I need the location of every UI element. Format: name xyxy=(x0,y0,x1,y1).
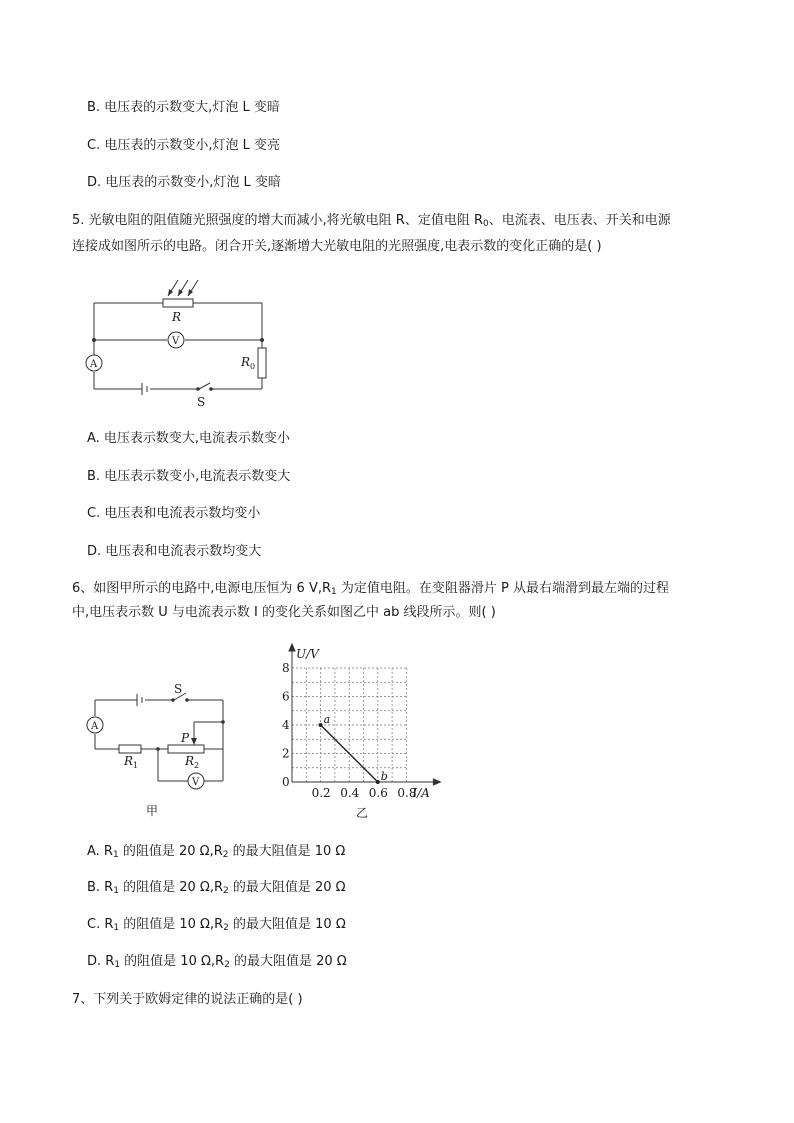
q4-option-c: C. 电压表的示数变小,灯泡 L 变亮 xyxy=(87,138,280,153)
q6-option-a: A. $R_1$ 的阻值是 20 $\Omega,R_2$ 的最大阻值是 10 Ω xyxy=(87,844,346,860)
q4-option-b: B. 电压表的示数变大,灯泡 L 变暗 xyxy=(87,100,280,115)
ammeter-label: A xyxy=(91,721,99,732)
x-tick-label: 0.6 xyxy=(368,786,388,800)
x-tick-label: 0.8 xyxy=(397,786,417,800)
x-tick-label: 0.4 xyxy=(340,786,360,800)
y-tick-label: 4 xyxy=(282,718,290,732)
q5-option-c: C. 电压表和电流表示数均变小 xyxy=(87,506,261,521)
y-tick-label: 2 xyxy=(282,746,290,761)
label-r1: $R_1$ xyxy=(124,754,139,770)
q5-stem-line1: 5. 光敏电阻的阻值随光照强度的增大而减小,将光敏电阻 R、定值电阻 $R_0$、电流表、电压表、开关和电源 xyxy=(72,213,671,229)
voltmeter-label: V xyxy=(192,777,200,788)
caption-jia: 甲 xyxy=(146,804,159,818)
q6-stem-line2: 中,电压表示数 U 与电流表示数 I 的变化关系如图乙中 ab 线段所示。则( ) xyxy=(72,605,496,620)
label-r0: $R_0$ xyxy=(241,355,256,371)
label-s: S xyxy=(174,682,183,696)
label-p: P xyxy=(181,731,190,745)
y-tick-label: 0 xyxy=(282,775,290,789)
x-axis-label: I/A xyxy=(412,786,430,800)
point-b xyxy=(376,780,380,784)
label-r2: $R_2$ xyxy=(185,754,200,770)
q6-option-c: C. $R_1$ 的阻值是 10 $\Omega,R_2$ 的最大阻值是 10 Ω xyxy=(87,917,346,933)
q5-stem-line2: 连接成如图所示的电路。闭合开关,逐渐增大光敏电阻的光照强度,电表示数的变化正确的是( ) xyxy=(72,239,602,254)
x-axis-arrow xyxy=(433,779,440,785)
graph-grid xyxy=(292,668,406,782)
q4-option-d: D. 电压表的示数变小,灯泡 L 变暗 xyxy=(87,175,281,190)
graph-axes xyxy=(289,644,440,785)
y-tick-label: 8 xyxy=(282,661,290,675)
y-axis-arrow xyxy=(289,644,295,651)
voltmeter-label: V xyxy=(172,336,180,347)
q6-stem-line1: 6、如图甲所示的电路中,电源电压恒为 6 $V,R_1$ 为定值电阻。在变阻器滑片 P 从最右端滑到最左端的过程 xyxy=(72,581,669,597)
q7-stem-line1: 7、下列关于欧姆定律的说法正确的是( ) xyxy=(72,992,303,1007)
q6-option-d: D. $R_1$ 的阻值是 10 $\Omega,R_2$ 的最大阻值是 20 Ω xyxy=(87,954,347,970)
caption-yi: 乙 xyxy=(356,806,369,820)
point-label-b: b xyxy=(380,770,388,783)
point-a xyxy=(319,723,323,727)
q5-option-a: A. 电压表示数变大,电流表示数变小 xyxy=(87,431,291,446)
ammeter-label: A xyxy=(90,359,98,370)
x-tick-label: 0.2 xyxy=(311,786,331,800)
q5-option-d: D. 电压表和电流表示数均变大 xyxy=(87,544,262,559)
y-tick-label: 6 xyxy=(282,689,290,704)
y-axis-label: U/V xyxy=(296,647,319,661)
point-label-a: a xyxy=(323,713,331,726)
label-s: S xyxy=(197,395,206,409)
q5-option-b: B. 电压表示数变小,电流表示数变大 xyxy=(87,469,291,484)
label-r: R xyxy=(172,310,182,324)
q6-option-b: B. $R_1$ 的阻值是 20 $\Omega,R_2$ 的最大阻值是 20 Ω xyxy=(87,880,346,896)
